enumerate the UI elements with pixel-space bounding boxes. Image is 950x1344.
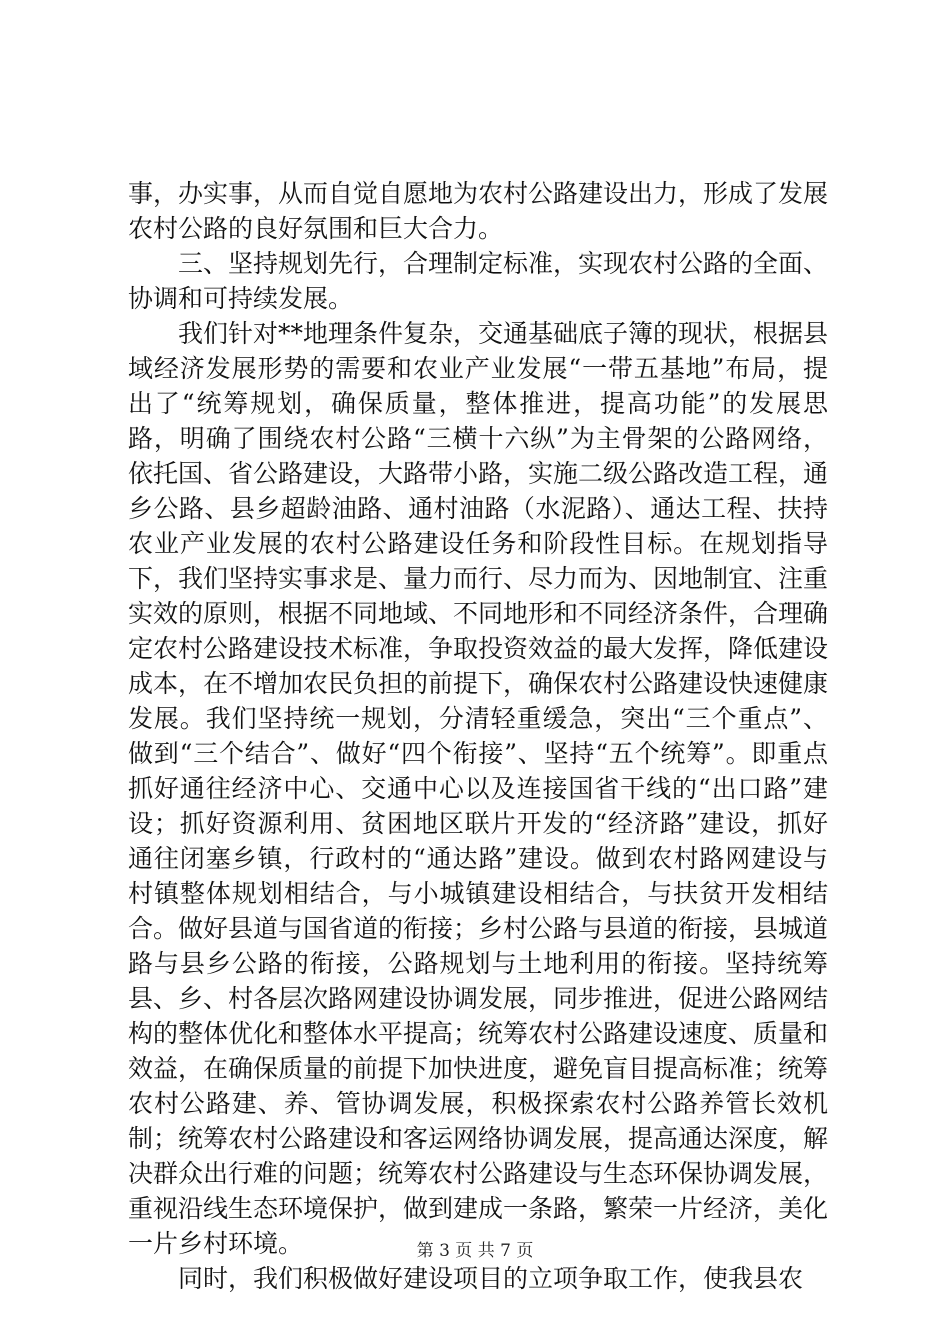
- paragraph-2: 三、坚持规划先行，合理制定标准，实现农村公路的全面、协调和可持续发展。: [128, 249, 829, 313]
- paragraph-3: 我们针对**地理条件复杂，交通基础底子簿的现状，根据县域经济发展形势的需要和农业产业发展“一带五基地”布局，提出了“统筹规划，确保质量，整体推进，提高功能”的发展思路，明确了围绕农村公路“三横十六纵”为主骨架的公路网络，依托国、省公路建设，大路带小路，实施二级公路改造工程，通乡公路、县乡超龄油路、通村油路（水泥路）、通达工程、扶持农业产业发展的农村公路建设任务和阶段性目标。在规划指导下，我们坚持实事求是、量力而行、尽力而为、因地制宜、注重实效的原则，根据不同地域、不同地形和不同经济条件，合理确定农村公路建设技术标准，争取投资效益的最大发挥，降低建设成本，在不增加农民负担的前提下，确保农村公路建设快速健康发展。我们坚持统一规划，分清轻重缓急，突出“三个重点”、做到“三个结合”、做好“四个衔接”、坚持“五个统筹”。即重点抓好通往经济中心、交通中心以及连接国省干线的“出口路”建设；抓好资源利用、贫困地区联片开发的“经济路”建设，抓好通往闭塞乡镇，行政村的“通达路”建设。做到农村路网建设与村镇整体规划相结合，与小城镇建设相结合，与扶贫开发相结合。做好县道与国省道的衔接；乡村公路与县道的衔接，县城道路与县乡公路的衔接，公路规划与土地利用的衔接。坚持统筹县、乡、村各层次路网建设协调发展，同步推进，促进公路网结构的整体优化和整体水平提高；统筹农村公路建设速度、质量和效益，在确保质量的前提下加快进度，避免盲目提高标准；统筹农村公路建、养、管协调发展，积极探索农村公路养管长效机制；统筹农村公路建设和客运网络协调发展，提高通达深度，解决群众出行难的问题；统筹农村公路建设与生态环保协调发展，重视沿线生态环境保护，做到建成一条路，繁荣一片经济，美化一片乡村环境。: [128, 319, 829, 1258]
- paragraph-4: 同时，我们积极做好建设项目的立项争取工作，使我县农: [178, 1264, 804, 1293]
- page-footer: 第 3 页 共 7 页: [416, 1241, 534, 1261]
- paragraph-1: 事，办实事，从而自觉自愿地为农村公路建设出力，形成了发展农村公路的良好氛围和巨大合力。: [128, 179, 829, 243]
- document-body: [128, 176, 828, 1296]
